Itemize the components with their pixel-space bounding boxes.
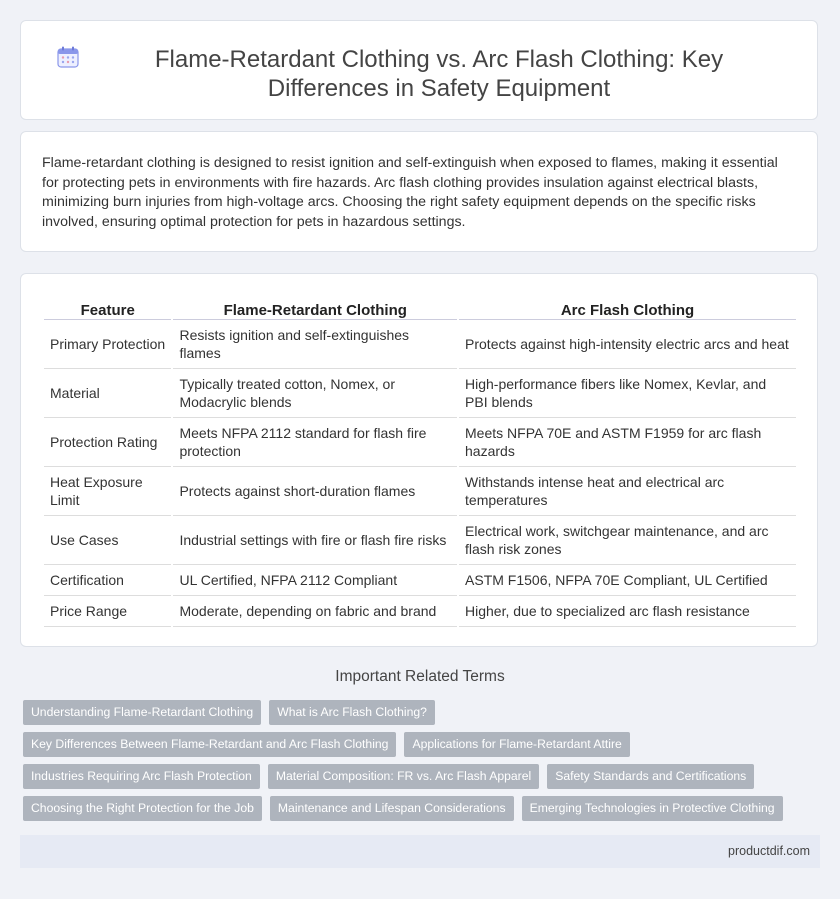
row-feature: Protection Rating [44, 418, 171, 467]
row-flame-retardant: Resists ignition and self-extinguishes flames [173, 320, 457, 369]
row-arc-flash: Meets NFPA 70E and ASTM F1959 for arc flash hazards [459, 418, 796, 467]
row-flame-retardant: Meets NFPA 2112 standard for flash fire protection [173, 418, 457, 467]
table-row [44, 369, 796, 418]
title-card [20, 20, 818, 120]
related-term-tag[interactable]: Material Composition: FR vs. Arc Flash Apparel [268, 764, 539, 789]
row-arc-flash: High-performance fibers like Nomex, Kevlar, and PBI blends [459, 369, 796, 418]
row-flame-retardant: Protects against short-duration flames [173, 467, 457, 516]
footer [20, 835, 820, 868]
row-feature: Price Range [44, 596, 171, 627]
related-term-tag[interactable]: Maintenance and Lifespan Considerations [270, 796, 514, 821]
row-feature: Material [44, 369, 171, 418]
related-term-tag[interactable]: Understanding Flame-Retardant Clothing [23, 700, 261, 725]
table-row [44, 516, 796, 565]
comparison-table [42, 297, 798, 627]
related-term-tag[interactable]: Industries Requiring Arc Flash Protection [23, 764, 260, 789]
intro-paragraph: Flame-retardant clothing is designed to resist ignition and self-extinguish when exposed to flames, making it essential for protecting pets in environments with fire hazards. Arc flash clothing provides insulation against electrical blasts, minimizing burn injuries from high-voltage arcs. Choosing the right safety equipment depends on the specific risks involved, ensuring optimal protection for pets in hazardous settings. [42, 155, 778, 230]
column-header-feature: Feature [44, 297, 171, 320]
related-term-tag[interactable]: Applications for Flame-Retardant Attire [404, 732, 629, 757]
row-arc-flash: Electrical work, switchgear maintenance, and arc flash risk zones [459, 516, 796, 565]
related-term-tag[interactable]: Safety Standards and Certifications [547, 764, 754, 789]
row-arc-flash: Withstands intense heat and electrical arc temperatures [459, 467, 796, 516]
related-term-tag[interactable]: Key Differences Between Flame-Retardant and Arc Flash Clothing [23, 732, 396, 757]
table-row [44, 467, 796, 516]
column-header-flame-retardant: Flame-Retardant Clothing [173, 297, 457, 320]
row-arc-flash: Higher, due to specialized arc flash resistance [459, 596, 796, 627]
related-term-tag[interactable]: Choosing the Right Protection for the Job [23, 796, 262, 821]
row-feature: Use Cases [44, 516, 171, 565]
intro-card [20, 131, 818, 252]
row-feature: Heat Exposure Limit [44, 467, 171, 516]
row-feature: Certification [44, 565, 171, 596]
related-terms-list [23, 700, 803, 821]
related-term-tag[interactable]: What is Arc Flash Clothing? [269, 700, 435, 725]
footer-site-link[interactable]: productdif.com [728, 844, 810, 858]
related-terms-title: Important Related Terms [335, 668, 505, 685]
table-header-row [44, 297, 796, 320]
row-flame-retardant: Industrial settings with fire or flash fire risks [173, 516, 457, 565]
table-row [44, 565, 796, 596]
row-arc-flash: Protects against high-intensity electric arcs and heat [459, 320, 796, 369]
row-arc-flash: ASTM F1506, NFPA 70E Compliant, UL Certified [459, 565, 796, 596]
table-row [44, 418, 796, 467]
row-flame-retardant: Typically treated cotton, Nomex, or Modacrylic blends [173, 369, 457, 418]
column-header-arc-flash: Arc Flash Clothing [459, 297, 796, 320]
table-row [44, 320, 796, 369]
related-term-tag[interactable]: Emerging Technologies in Protective Clothing [522, 796, 783, 821]
row-feature: Primary Protection [44, 320, 171, 369]
page-title: Flame-Retardant Clothing vs. Arc Flash Clothing: Key Differences in Safety Equipment [154, 46, 724, 102]
comparison-card [20, 273, 818, 647]
row-flame-retardant: UL Certified, NFPA 2112 Compliant [173, 565, 457, 596]
table-row [44, 596, 796, 627]
row-flame-retardant: Moderate, depending on fabric and brand [173, 596, 457, 627]
